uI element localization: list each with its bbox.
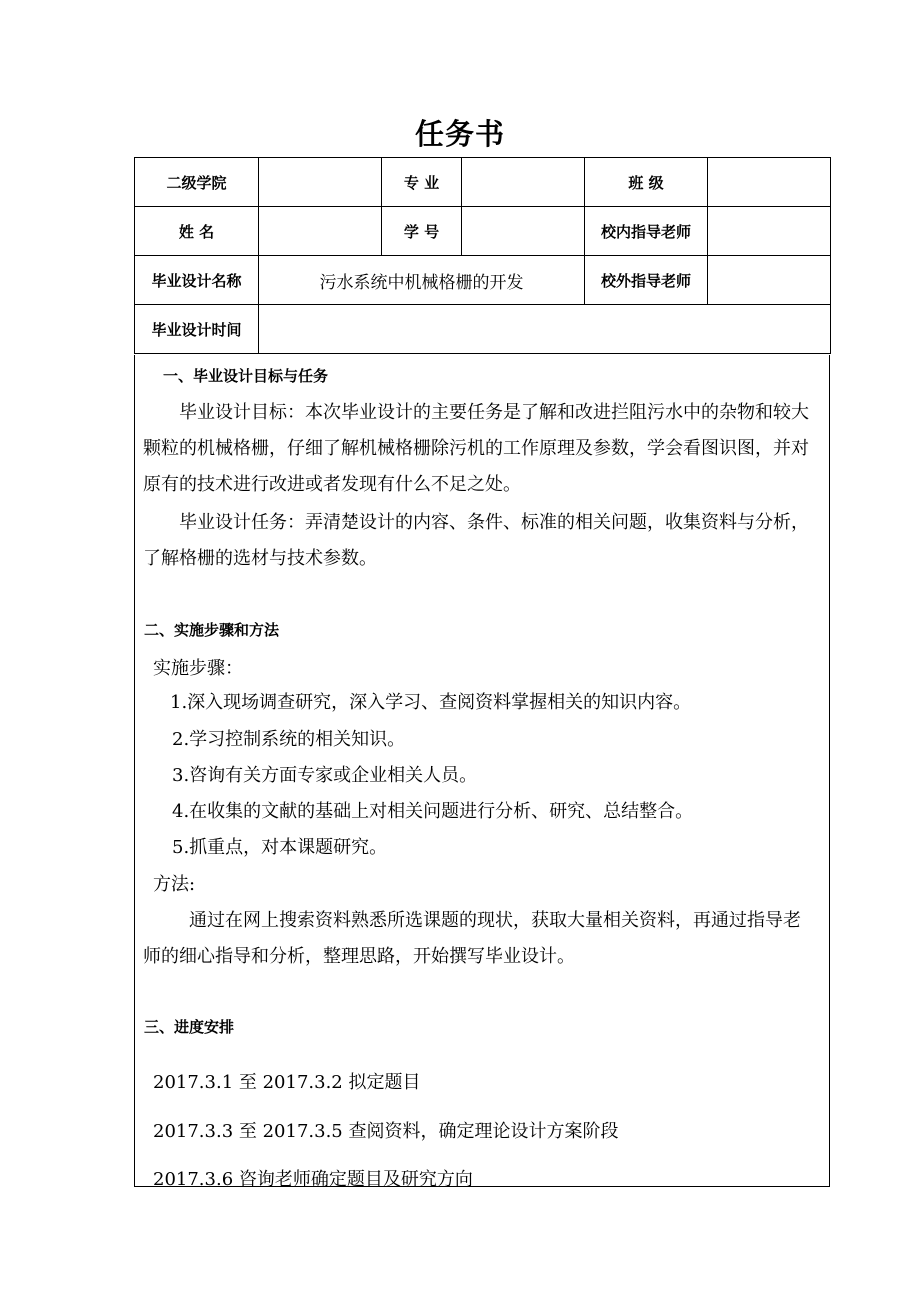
goal-line-2: 颗粒的机械格栅，仔细了解机械格栅除污机的工作原理及参数，学会看图识图，并对 bbox=[143, 438, 809, 459]
step-item: 1.深入现场调查研究，深入学习、查阅资料掌握相关的知识内容。 bbox=[170, 692, 692, 713]
name-value bbox=[259, 207, 382, 256]
inner-advisor-label: 校内指导老师 bbox=[585, 207, 708, 256]
schedule-item: 2017.3.1 至 2017.3.2 拟定题目 bbox=[153, 1072, 421, 1093]
design-name-label: 毕业设计名称 bbox=[135, 256, 259, 305]
class-value bbox=[708, 158, 831, 207]
student-id-value bbox=[462, 207, 585, 256]
step-item: 3.咨询有关方面专家或企业相关人员。 bbox=[172, 765, 478, 786]
section-3-heading: 三、进度安排 bbox=[144, 1018, 235, 1036]
step-item: 5.抓重点，对本课题研究。 bbox=[172, 837, 388, 858]
step-item: 4.在收集的文献的基础上对相关问题进行分析、研究、总结整合。 bbox=[172, 801, 694, 822]
major-label: 专 业 bbox=[382, 158, 462, 207]
info-row-4 bbox=[135, 305, 831, 354]
info-table bbox=[134, 157, 831, 354]
step-item: 2.学习控制系统的相关知识。 bbox=[172, 729, 406, 750]
goal-line-3: 原有的技术进行改进或者发现有什么不足之处。 bbox=[143, 474, 521, 495]
schedule-item: 2017.3.3 至 2017.3.5 查阅资料，确定理论设计方案阶段 bbox=[153, 1121, 619, 1142]
outer-advisor-label: 校外指导老师 bbox=[585, 256, 708, 305]
design-time-value bbox=[259, 305, 831, 354]
student-id-label: 学 号 bbox=[382, 207, 462, 256]
steps-label: 实施步骤： bbox=[153, 658, 243, 679]
name-label: 姓 名 bbox=[135, 207, 259, 256]
schedule-item: 2017.3.6 咨询老师确定题目及研究方向 bbox=[153, 1169, 473, 1190]
goal-line-1: 毕业设计目标：本次毕业设计的主要任务是了解和改进拦阻污水中的杂物和较大 bbox=[179, 402, 809, 423]
college-label: 二级学院 bbox=[135, 158, 259, 207]
content-box bbox=[134, 355, 830, 1190]
method-line-1: 通过在网上搜索资料熟悉所选课题的现状，获取大量相关资料，再通过指导老 bbox=[189, 910, 801, 931]
task-line-1: 毕业设计任务：弄清楚设计的内容、条件、标准的相关问题，收集资料与分析， bbox=[179, 512, 809, 533]
section-1-heading: 一、毕业设计目标与任务 bbox=[163, 367, 329, 385]
info-row-2 bbox=[135, 207, 831, 256]
section-2-heading: 二、实施步骤和方法 bbox=[144, 621, 280, 639]
design-time-label: 毕业设计时间 bbox=[135, 305, 259, 354]
major-value bbox=[462, 158, 585, 207]
class-label: 班 级 bbox=[585, 158, 708, 207]
method-line-2: 师的细心指导和分析，整理思路，开始撰写毕业设计。 bbox=[143, 946, 575, 967]
outer-advisor-value bbox=[708, 256, 831, 305]
document-title: 任务书 bbox=[414, 117, 505, 151]
task-line-2: 了解格栅的选材与技术参数。 bbox=[143, 548, 377, 569]
method-label: 方法: bbox=[153, 874, 196, 895]
design-name-value: 污水系统中机械格栅的开发 bbox=[259, 256, 585, 305]
info-row-1 bbox=[135, 158, 831, 207]
inner-advisor-value bbox=[708, 207, 831, 256]
info-row-3 bbox=[135, 256, 831, 305]
college-value bbox=[259, 158, 382, 207]
